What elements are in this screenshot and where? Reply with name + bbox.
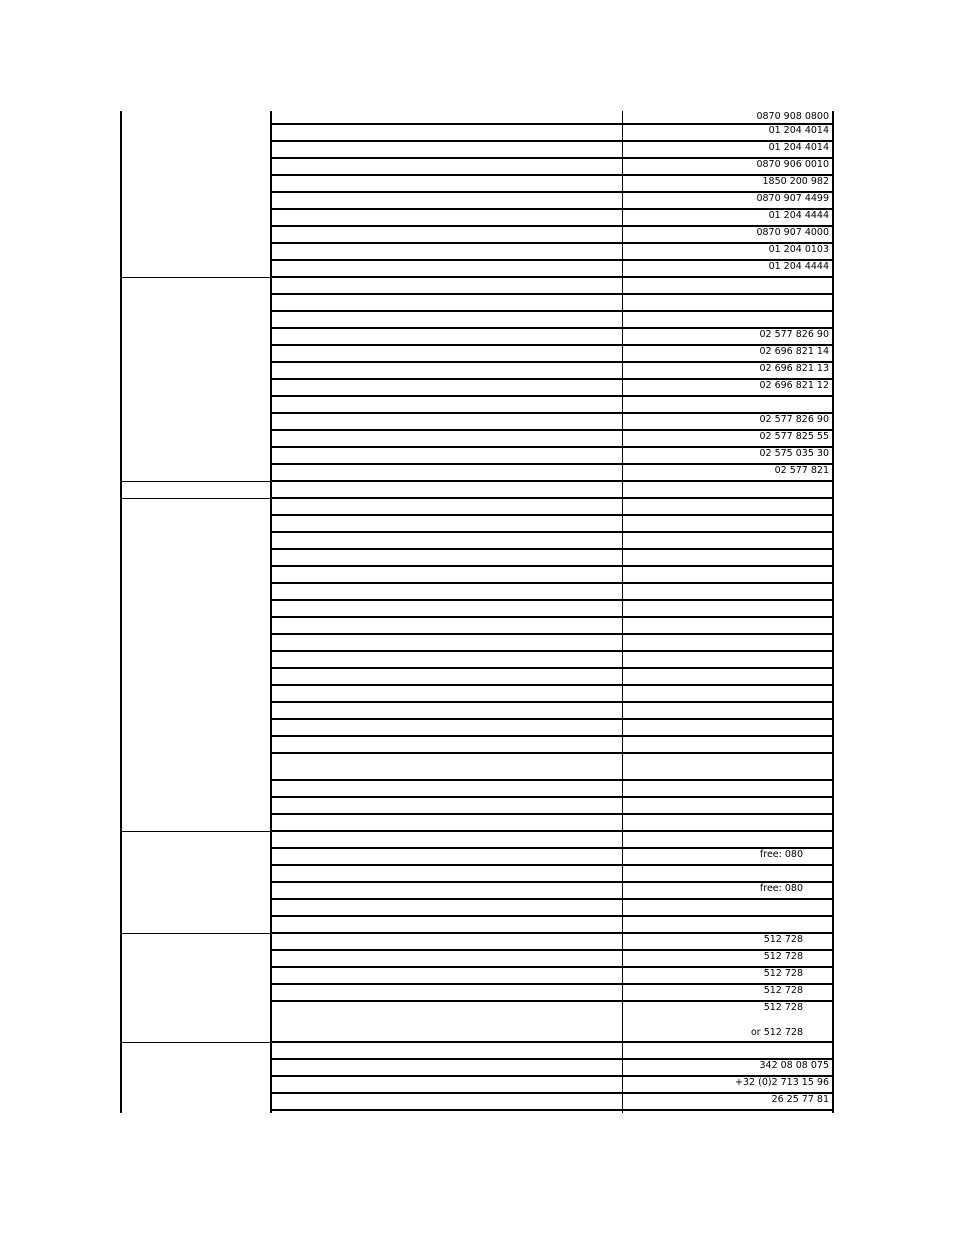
phone-cell <box>622 815 834 832</box>
region-cell <box>120 1043 270 1113</box>
phone-number: 0870 906 0010 <box>756 159 829 170</box>
service-cell <box>270 550 622 567</box>
service-cell <box>270 567 622 584</box>
phone-cell <box>622 720 834 737</box>
service-cell <box>270 934 622 951</box>
service-cell <box>270 635 622 652</box>
service-cell <box>270 111 622 125</box>
phone-cell <box>622 448 834 465</box>
service-cell <box>270 397 622 414</box>
phone-cell <box>622 652 834 669</box>
phone-cell <box>622 866 834 883</box>
phone-number: 01 204 4444 <box>768 210 829 221</box>
phone-number: free: 080 <box>759 849 803 860</box>
phone-cell <box>622 465 834 482</box>
phone-cell <box>622 968 834 985</box>
phone-cell <box>622 516 834 533</box>
phone-number: 26 25 77 81 <box>771 1094 829 1105</box>
phone-cell <box>622 917 834 934</box>
phone-cell <box>622 193 834 210</box>
service-cell <box>270 798 622 815</box>
phone-number: 02 696 821 12 <box>759 380 829 391</box>
service-cell <box>270 737 622 754</box>
phone-cell <box>622 278 834 295</box>
service-cell <box>270 278 622 295</box>
service-cell <box>270 193 622 210</box>
service-cell <box>270 363 622 380</box>
service-cell <box>270 261 622 278</box>
phone-cell <box>622 781 834 798</box>
phone-cell <box>622 414 834 431</box>
service-cell <box>270 312 622 329</box>
service-cell <box>270 499 622 516</box>
phone-number: 512 728 <box>763 951 803 962</box>
service-cell <box>270 686 622 703</box>
region-cell <box>120 111 270 278</box>
region-cell <box>120 499 270 832</box>
service-cell <box>270 951 622 968</box>
service-cell <box>270 176 622 193</box>
phone-number: 01 204 0103 <box>768 244 829 255</box>
phone-cell <box>622 618 834 635</box>
service-cell <box>270 516 622 533</box>
phone-cell <box>622 550 834 567</box>
phone-cell <box>622 635 834 652</box>
phone-number: 02 696 821 13 <box>759 363 829 374</box>
phone-cell <box>622 1043 834 1060</box>
phone-cell <box>622 567 834 584</box>
region-cell <box>120 482 270 499</box>
phone-number: 01 204 4014 <box>768 142 829 153</box>
service-cell <box>270 1077 622 1094</box>
phone-cell <box>622 934 834 951</box>
phone-number: 02 575 035 30 <box>759 448 829 459</box>
phone-cell <box>622 295 834 312</box>
service-cell <box>270 1043 622 1060</box>
service-cell <box>270 142 622 159</box>
phone-cell <box>622 533 834 550</box>
phone-number: 02 696 821 14 <box>759 346 829 357</box>
phone-number: 512 728 <box>763 985 803 996</box>
phone-cell <box>622 159 834 176</box>
phone-cell <box>622 346 834 363</box>
phone-cell <box>622 754 834 781</box>
service-cell <box>270 720 622 737</box>
service-cell <box>270 968 622 985</box>
phone-cell <box>622 125 834 142</box>
phone-number: 512 728 <box>763 968 803 979</box>
service-cell <box>270 917 622 934</box>
phone-number: 01 204 4014 <box>768 125 829 136</box>
phone-cell <box>622 798 834 815</box>
phone-cell <box>622 176 834 193</box>
phone-cell <box>622 499 834 516</box>
phone-number: 342 08 08 075 <box>759 1060 829 1071</box>
service-cell <box>270 1060 622 1077</box>
phone-number: 0870 907 4499 <box>756 193 829 204</box>
phone-number: 02 577 826 90 <box>759 329 829 340</box>
phone-number: 0870 907 4000 <box>756 227 829 238</box>
region-cell <box>120 278 270 482</box>
service-cell <box>270 329 622 346</box>
service-cell <box>270 431 622 448</box>
phone-cell <box>622 482 834 499</box>
service-cell <box>270 754 622 781</box>
phone-cell <box>622 1077 834 1094</box>
service-cell <box>270 125 622 142</box>
phone-cell <box>622 703 834 720</box>
service-cell <box>270 669 622 686</box>
phone-cell <box>622 985 834 1002</box>
service-cell <box>270 584 622 601</box>
phone-cell <box>622 849 834 866</box>
service-cell <box>270 815 622 832</box>
phone-cell <box>622 1111 834 1113</box>
phone-cell <box>622 244 834 261</box>
phone-cell <box>622 737 834 754</box>
phone-number: 512 728 <box>763 934 803 945</box>
service-cell <box>270 414 622 431</box>
phone-cell <box>622 601 834 618</box>
phone-number: free: 080 <box>759 883 803 894</box>
service-cell <box>270 482 622 499</box>
phone-number: 512 728 <box>763 1002 803 1013</box>
phone-cell <box>622 111 834 125</box>
service-cell <box>270 210 622 227</box>
service-cell <box>270 533 622 550</box>
phone-cell <box>622 142 834 159</box>
phone-cell <box>622 1060 834 1077</box>
phone-cell <box>622 669 834 686</box>
service-cell <box>270 618 622 635</box>
phone-number: 0870 908 0800 <box>756 111 829 122</box>
service-cell <box>270 781 622 798</box>
phone-cell <box>622 363 834 380</box>
service-cell <box>270 159 622 176</box>
region-cell <box>120 832 270 934</box>
phone-cell <box>622 431 834 448</box>
phone-cell <box>622 584 834 601</box>
service-cell <box>270 849 622 866</box>
phone-cell <box>622 329 834 346</box>
service-cell <box>270 883 622 900</box>
service-cell <box>270 866 622 883</box>
phone-cell <box>622 1002 834 1043</box>
service-cell <box>270 652 622 669</box>
phone-cell <box>622 397 834 414</box>
service-cell <box>270 448 622 465</box>
phone-number: 02 577 825 55 <box>759 431 829 442</box>
service-cell <box>270 346 622 363</box>
service-cell <box>270 295 622 312</box>
phone-number: 01 204 4444 <box>768 261 829 272</box>
service-cell <box>270 1002 622 1043</box>
service-cell <box>270 1111 622 1113</box>
service-cell <box>270 465 622 482</box>
phone-cell <box>622 210 834 227</box>
service-cell <box>270 227 622 244</box>
phone-cell <box>622 900 834 917</box>
service-cell <box>270 832 622 849</box>
region-cell <box>120 934 270 1043</box>
phone-cell <box>622 686 834 703</box>
phone-number: +32 (0)2 713 15 96 <box>735 1077 829 1088</box>
phone-cell <box>622 1094 834 1111</box>
service-cell <box>270 380 622 397</box>
service-cell <box>270 601 622 618</box>
phone-number: or 512 728 <box>750 1027 803 1038</box>
service-cell <box>270 1094 622 1111</box>
phone-cell <box>622 380 834 397</box>
service-cell <box>270 900 622 917</box>
phone-cell <box>622 883 834 900</box>
phone-cell <box>622 261 834 278</box>
phone-cell <box>622 312 834 329</box>
phone-number: 02 577 821 <box>774 465 829 476</box>
phone-number: 02 577 826 90 <box>759 414 829 425</box>
phone-cell <box>622 951 834 968</box>
service-cell <box>270 985 622 1002</box>
service-cell <box>270 244 622 261</box>
service-cell <box>270 703 622 720</box>
phone-number: 1850 200 982 <box>762 176 829 187</box>
phone-cell <box>622 832 834 849</box>
phone-cell <box>622 227 834 244</box>
